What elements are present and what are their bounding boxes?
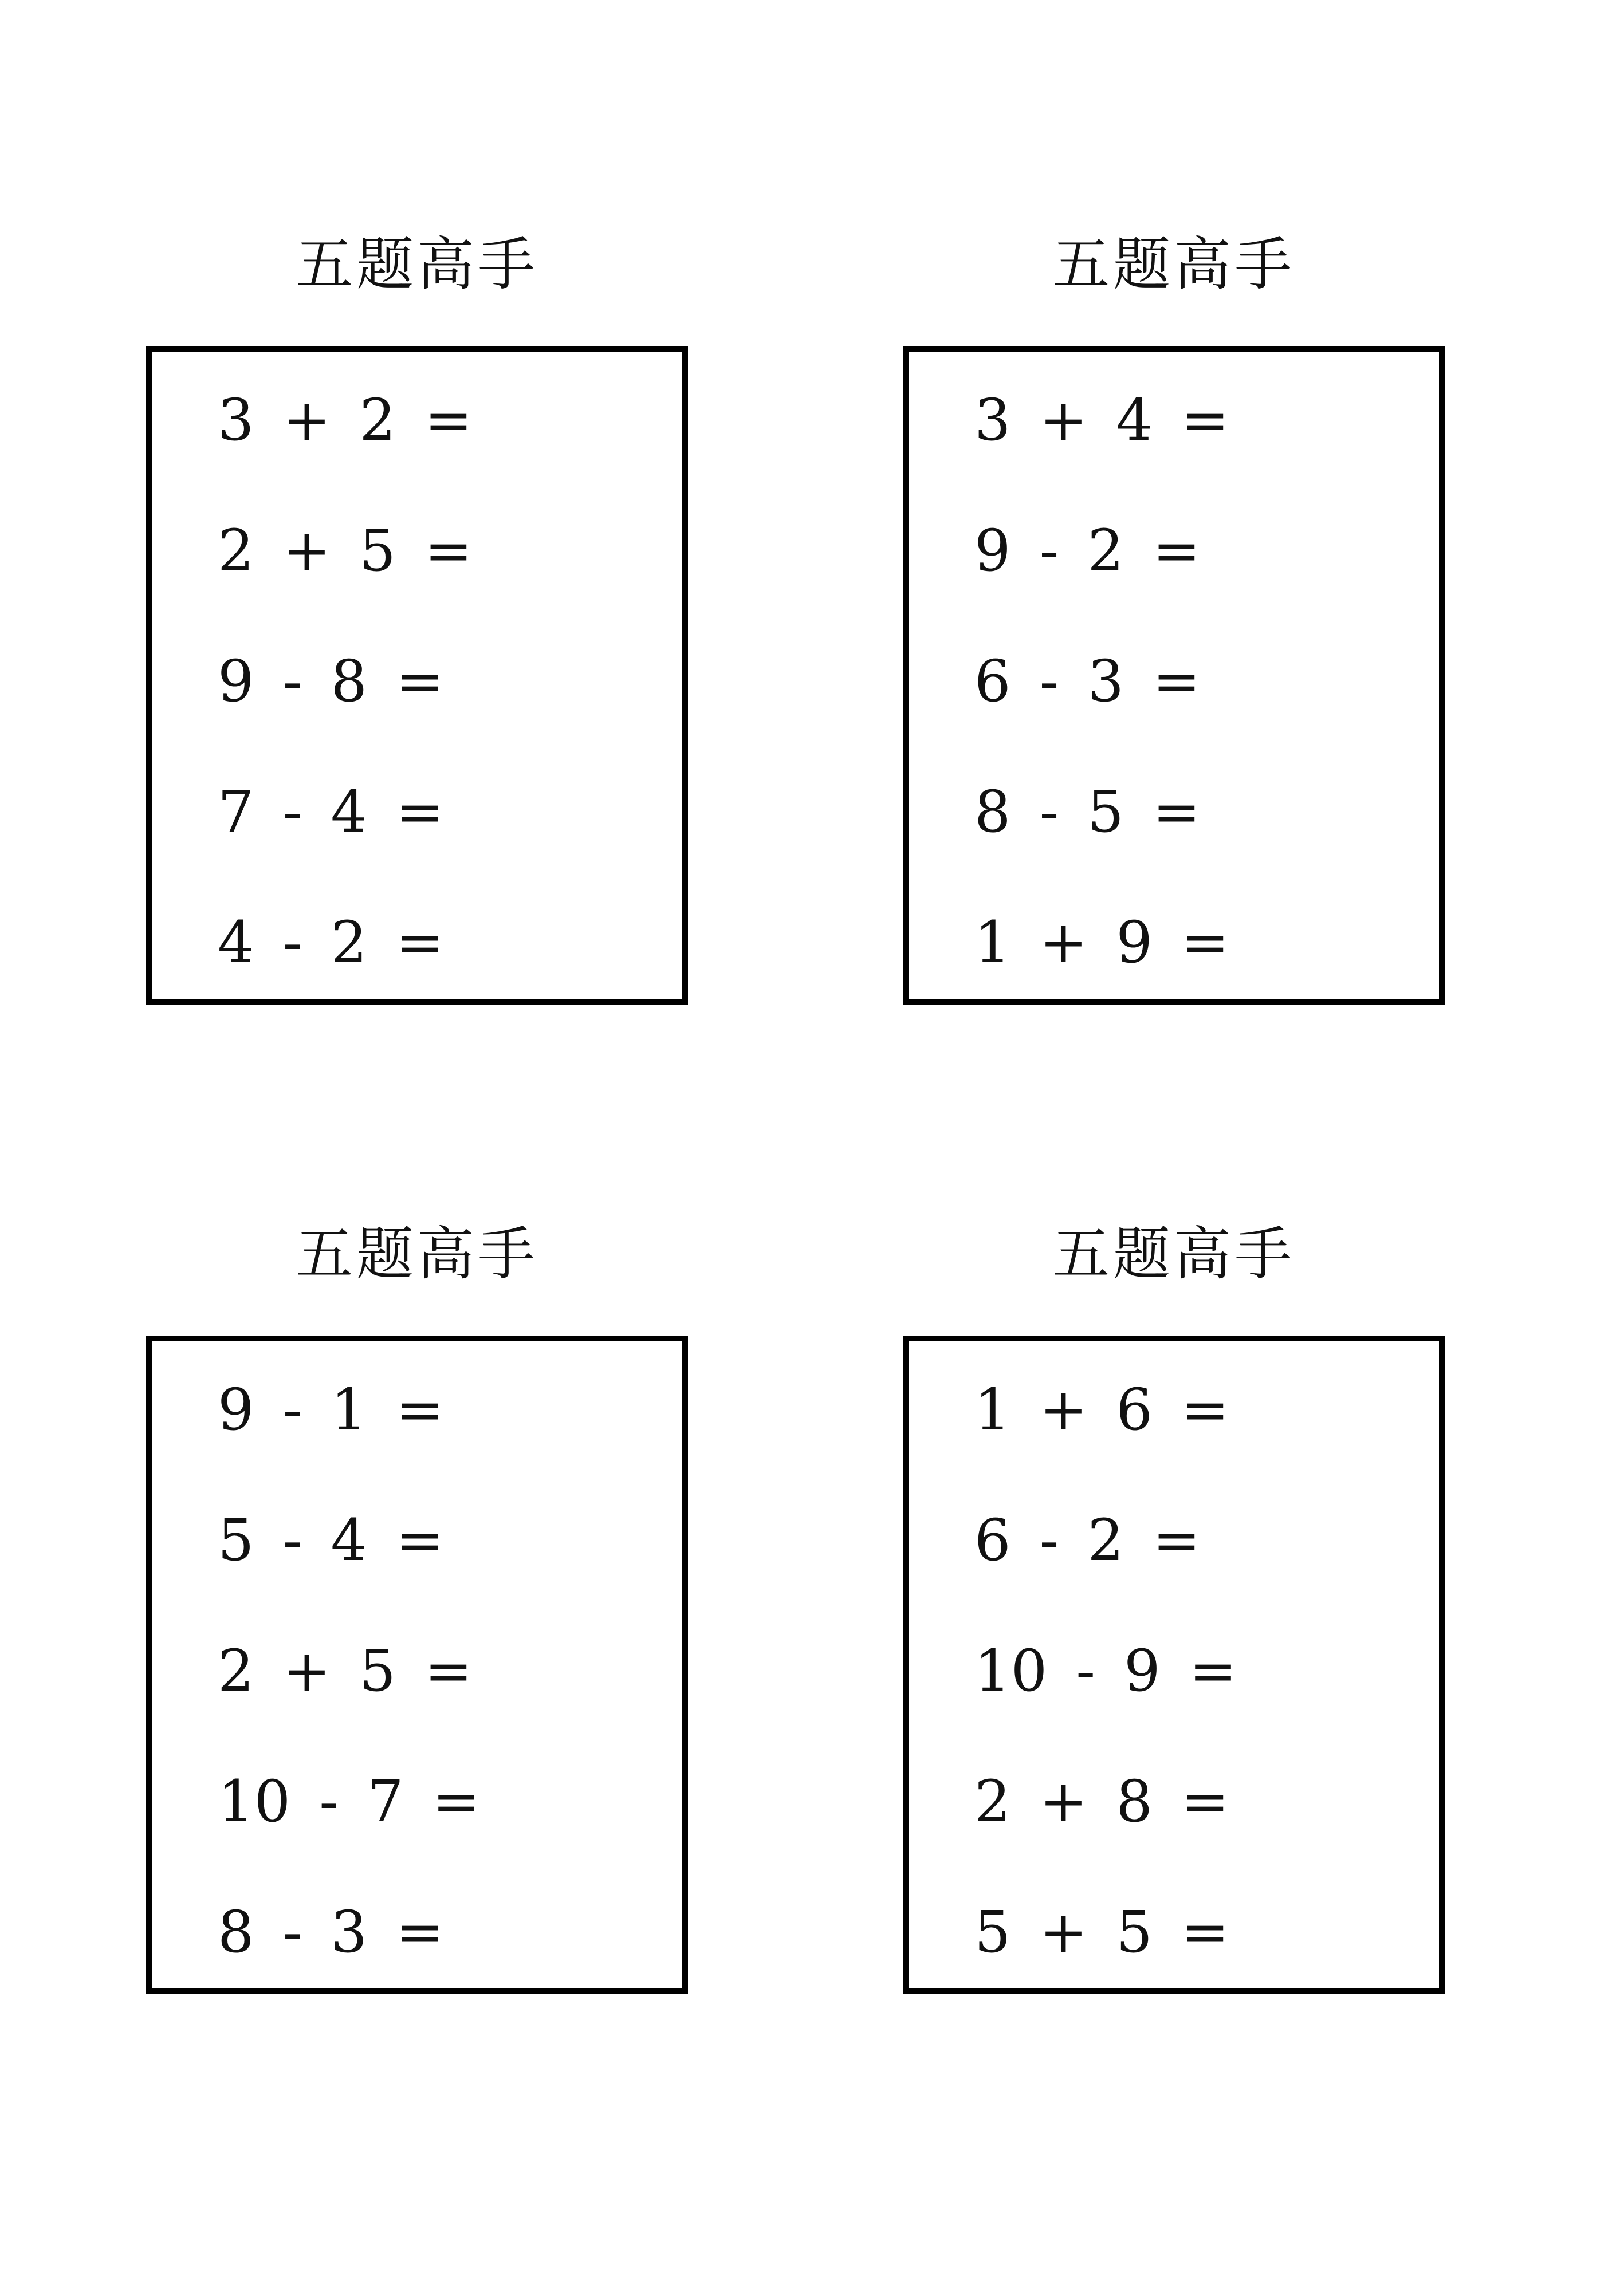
problem-row — [218, 1506, 444, 1575]
operand-b: 8 — [1116, 1768, 1153, 1835]
equals-sign: = — [1181, 909, 1229, 976]
operand-b: 2 — [359, 387, 396, 454]
worksheet-card-2 — [903, 230, 1445, 976]
operand-b: 5 — [1116, 1899, 1153, 1966]
problem-box — [146, 1336, 688, 1994]
problem-row — [974, 1637, 1237, 1706]
operator: + — [1039, 387, 1088, 454]
operand-a: 10 — [974, 1637, 1048, 1704]
equals-sign: = — [396, 909, 444, 976]
operator: - — [282, 648, 302, 715]
operand-b: 9 — [1116, 909, 1153, 976]
operand-b: 1 — [331, 1376, 368, 1443]
operator: - — [282, 778, 302, 845]
equals-sign: = — [424, 517, 473, 584]
problem-row — [974, 386, 1229, 455]
equals-sign: = — [424, 1637, 473, 1704]
equals-sign: = — [1153, 648, 1201, 715]
operand-b: 6 — [1116, 1376, 1153, 1443]
operand-a: 2 — [974, 1768, 1011, 1835]
problem-row — [974, 1898, 1229, 1967]
operand-b: 3 — [1087, 648, 1124, 715]
operator: - — [1039, 517, 1059, 584]
problem-box — [903, 346, 1445, 1005]
operand-b: 5 — [1087, 778, 1124, 845]
operand-b: 5 — [359, 1637, 396, 1704]
operand-a: 5 — [974, 1899, 1011, 1966]
problem-box — [146, 346, 688, 1005]
operator: + — [1039, 1768, 1088, 1835]
equals-sign: = — [1153, 778, 1201, 845]
equals-sign: = — [396, 1507, 444, 1574]
operand-a: 1 — [974, 1376, 1011, 1443]
operator: + — [1039, 1376, 1088, 1443]
equals-sign: = — [1181, 387, 1229, 454]
equals-sign: = — [396, 1376, 444, 1443]
operand-a: 2 — [218, 517, 254, 584]
operand-b: 9 — [1124, 1637, 1161, 1704]
operand-a: 2 — [218, 1637, 254, 1704]
operator: + — [282, 1637, 331, 1704]
problem-row — [218, 517, 473, 585]
equals-sign: = — [1181, 1768, 1229, 1835]
operand-b: 8 — [331, 648, 368, 715]
operand-a: 5 — [218, 1507, 254, 1574]
card-title: 五题高手 — [1052, 1220, 1295, 1287]
problem-row — [218, 1376, 444, 1444]
operand-a: 10 — [218, 1768, 291, 1835]
operator: - — [282, 1376, 302, 1443]
problem-row — [218, 1767, 480, 1836]
operator: - — [282, 1507, 302, 1574]
problem-row — [218, 647, 444, 716]
worksheet-card-1 — [146, 230, 688, 976]
problem-row — [218, 908, 444, 977]
operator: + — [1039, 909, 1088, 976]
operator: - — [1039, 778, 1059, 845]
operand-b: 2 — [1087, 1507, 1124, 1574]
equals-sign: = — [396, 1899, 444, 1966]
operand-b: 5 — [359, 517, 396, 584]
operand-b: 4 — [1116, 387, 1153, 454]
problem-row — [974, 647, 1201, 716]
worksheet-card-3 — [146, 1220, 688, 1966]
operator: - — [282, 1899, 302, 1966]
operator: + — [1039, 1899, 1088, 1966]
problem-row — [974, 1376, 1229, 1444]
card-title: 五题高手 — [1052, 231, 1295, 298]
operand-a: 9 — [218, 648, 254, 715]
operand-a: 9 — [974, 517, 1011, 584]
operand-a: 3 — [218, 387, 254, 454]
problem-row — [218, 778, 444, 846]
operand-b: 3 — [331, 1899, 368, 1966]
operand-b: 7 — [367, 1768, 404, 1835]
operand-b: 4 — [331, 778, 368, 845]
problem-row — [974, 778, 1201, 846]
problem-row — [218, 386, 473, 455]
operator: - — [1039, 1507, 1059, 1574]
operator: - — [1076, 1637, 1096, 1704]
operator: - — [282, 909, 302, 976]
operand-a: 3 — [974, 387, 1011, 454]
equals-sign: = — [396, 778, 444, 845]
problem-row — [974, 908, 1229, 977]
operand-a: 7 — [218, 778, 254, 845]
problem-row — [974, 1506, 1201, 1575]
operand-b: 4 — [331, 1507, 368, 1574]
operator: - — [319, 1768, 339, 1835]
operand-a: 8 — [974, 778, 1011, 845]
operand-a: 4 — [218, 909, 254, 976]
problem-row — [974, 517, 1201, 585]
problem-row — [218, 1637, 473, 1706]
operator: + — [282, 517, 331, 584]
operand-b: 2 — [1087, 517, 1124, 584]
operator: + — [282, 387, 331, 454]
equals-sign: = — [1189, 1637, 1237, 1704]
problem-row — [218, 1898, 444, 1967]
operand-a: 1 — [974, 909, 1011, 976]
equals-sign: = — [1181, 1899, 1229, 1966]
problem-box — [903, 1336, 1445, 1994]
operand-a: 6 — [974, 648, 1011, 715]
operand-a: 8 — [218, 1899, 254, 1966]
equals-sign: = — [1181, 1376, 1229, 1443]
operand-b: 2 — [331, 909, 368, 976]
equals-sign: = — [424, 387, 473, 454]
worksheet-card-4 — [903, 1220, 1445, 1966]
operator: - — [1039, 648, 1059, 715]
equals-sign: = — [396, 648, 444, 715]
problem-row — [974, 1767, 1229, 1836]
operand-a: 6 — [974, 1507, 1011, 1574]
equals-sign: = — [1153, 517, 1201, 584]
card-title: 五题高手 — [296, 1220, 538, 1287]
equals-sign: = — [1153, 1507, 1201, 1574]
operand-a: 9 — [218, 1376, 254, 1443]
equals-sign: = — [432, 1768, 481, 1835]
card-title: 五题高手 — [296, 231, 538, 298]
